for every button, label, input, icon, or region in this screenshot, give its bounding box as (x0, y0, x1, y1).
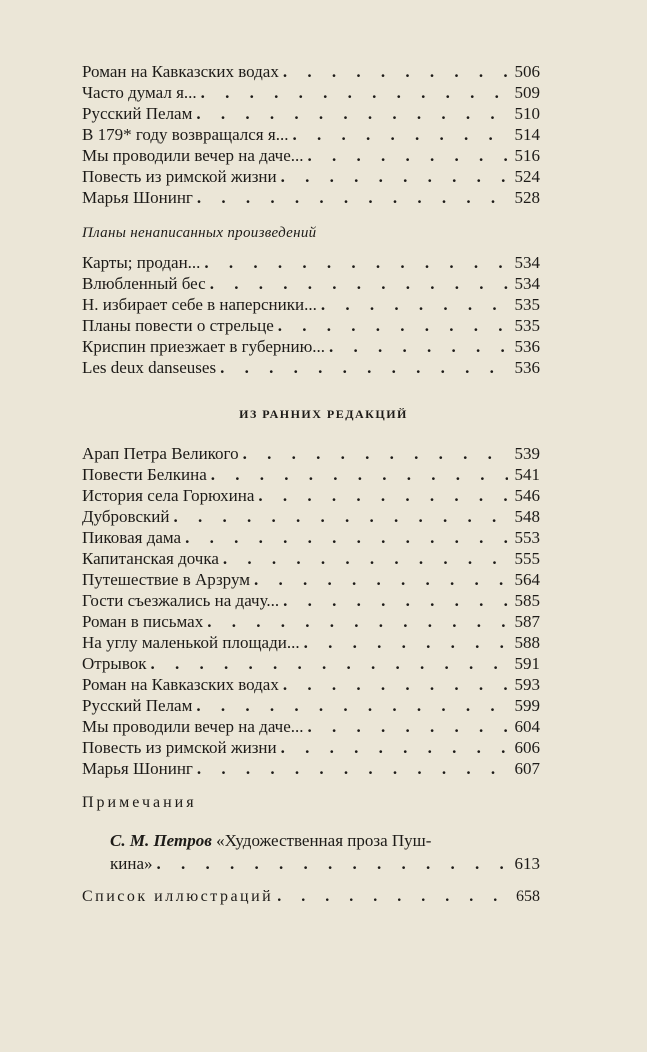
toc-entry-page: 541 (514, 465, 540, 484)
leader-dots (258, 485, 508, 507)
toc-entry (82, 252, 540, 274)
leader-dots (201, 82, 508, 104)
toc-entry-title: Русский Пелам (82, 696, 193, 715)
leader-dots (220, 357, 508, 379)
toc-entry-title: Марья Шонинг (82, 188, 193, 207)
toc-entry-page: 548 (514, 507, 540, 526)
toc-entry-title: Карты; продан... (82, 253, 201, 272)
toc-entry (82, 443, 540, 465)
toc-entry-page: 510 (514, 104, 540, 123)
toc-entry (82, 82, 540, 104)
toc-entry (82, 336, 540, 358)
toc-entry-title: Гости съезжались на дачу... (82, 591, 280, 610)
toc-entry (82, 548, 540, 570)
toc-entry (82, 737, 540, 759)
toc-entry-page: 534 (514, 253, 540, 272)
leader-dots (281, 166, 508, 188)
toc-entry (82, 315, 540, 337)
toc-entry (82, 674, 540, 696)
toc-entry (82, 632, 540, 654)
toc-entry-page: 528 (514, 188, 540, 207)
toc-entry-page: 658 (516, 888, 540, 905)
leader-dots (197, 758, 508, 780)
toc-entry-title: Арап Петра Великого (82, 444, 239, 463)
toc-entry (82, 716, 540, 738)
toc-entry (82, 695, 540, 717)
leader-dots (283, 61, 508, 83)
toc-entry-title: Повесть из римской жизни (82, 738, 277, 757)
toc-entry-title: Роман на Кавказских водах (82, 675, 279, 694)
toc-entry (82, 758, 540, 780)
leader-dots (196, 695, 508, 717)
toc-entry-page: 536 (514, 337, 540, 356)
toc-entry-page: 564 (514, 570, 540, 589)
toc-entry-title: Планы повести о стрельце (82, 316, 274, 335)
toc-entry-page: 539 (514, 444, 540, 463)
toc-entry-page: 588 (514, 633, 540, 652)
leader-dots (173, 506, 508, 528)
toc-entry-page: 506 (514, 62, 540, 81)
toc-entry (82, 611, 540, 633)
toc-entry-title: Часто думал я... (82, 83, 197, 102)
toc-entry (82, 145, 540, 167)
leader-dots (304, 632, 508, 654)
toc-entry-title: Дубровский (82, 507, 170, 526)
leader-dots (321, 294, 508, 316)
toc-entry (82, 187, 540, 209)
toc-entry-title: Путешествие в Арзрум (82, 570, 250, 589)
leader-dots (283, 674, 508, 696)
toc-entry-title: Русский Пелам (82, 104, 193, 123)
toc-entry-title: Роман в письмах (82, 612, 204, 631)
toc-entry (82, 464, 540, 486)
leader-dots (151, 653, 508, 675)
section-heading-plans: Планы ненаписанных произведений (82, 225, 317, 241)
toc-entry-page: 509 (514, 83, 540, 102)
article-entry-line2 (110, 853, 540, 875)
toc-entry-page: 553 (514, 528, 540, 547)
article-page: 613 (514, 854, 540, 873)
toc-entry-title: Криспин приезжает в губернию... (82, 337, 326, 356)
toc-entry-illustrations (82, 886, 540, 908)
toc-entry (82, 103, 540, 125)
leader-dots (308, 716, 508, 738)
toc-entry-title: Les deux danseuses (82, 358, 217, 377)
toc-entry-title: В 179* году возвращался я... (82, 125, 289, 144)
toc-entry-title: Н. избирает себе в наперсники... (82, 295, 317, 314)
leader-dots (283, 590, 508, 612)
toc-entry-page: 604 (514, 717, 540, 736)
toc-entry (82, 273, 540, 295)
leader-dots (223, 548, 508, 570)
article-title-line1: «Художественная проза Пуш- (216, 831, 432, 850)
leader-dots (157, 853, 509, 875)
toc-entry (82, 294, 540, 316)
toc-entry-title: Мы проводили вечер на даче... (82, 717, 304, 736)
toc-entry-title: История села Горюхина (82, 486, 255, 505)
toc-entry-title: Список иллюстраций (82, 888, 274, 905)
leader-dots (197, 187, 508, 209)
toc-entry-page: 606 (514, 738, 540, 757)
toc-entry (82, 569, 540, 591)
toc-entry-page: 593 (514, 675, 540, 694)
leader-dots (254, 569, 508, 591)
toc-entry-title: Влюбленный бес (82, 274, 206, 293)
toc-entry-page: 585 (514, 591, 540, 610)
toc-entry-page: 536 (514, 358, 540, 377)
toc-entry-title: Капитанская дочка (82, 549, 219, 568)
toc-entry-page: 514 (514, 125, 540, 144)
toc-entry-page: 524 (514, 167, 540, 186)
toc-entry-title: Пиковая дама (82, 528, 182, 547)
toc-entry-page: 535 (514, 316, 540, 335)
toc-entry-title: Повести Белкина (82, 465, 207, 484)
leader-dots (207, 611, 508, 633)
leader-dots (185, 527, 508, 549)
toc-entry (82, 590, 540, 612)
toc-entry-page: 555 (514, 549, 540, 568)
toc-entry-title: Марья Шонинг (82, 759, 193, 778)
toc-entry-page: 535 (514, 295, 540, 314)
leader-dots (329, 336, 508, 358)
toc-entry (82, 506, 540, 528)
leader-dots (281, 737, 508, 759)
toc-entry (82, 61, 540, 83)
leader-dots (211, 464, 508, 486)
toc-entry-title: Отрывок (82, 654, 147, 673)
leader-dots (292, 124, 508, 146)
leader-dots (210, 273, 508, 295)
toc-entry-page: 607 (514, 759, 540, 778)
article-author: С. М. Петров (110, 831, 212, 850)
leader-dots (204, 252, 508, 274)
notes-heading: Примечания (82, 794, 197, 811)
toc-entry (82, 124, 540, 146)
toc-entry-page: 516 (514, 146, 540, 165)
article-title-line2: кина» (110, 854, 153, 873)
leader-dots (308, 145, 508, 167)
article-entry-line1 (110, 830, 540, 852)
toc-entry-page: 599 (514, 696, 540, 715)
toc-entry-title: Повесть из римской жизни (82, 167, 277, 186)
toc-entry-title: Мы проводили вечер на даче... (82, 146, 304, 165)
toc-entry (82, 527, 540, 549)
leader-dots (243, 443, 508, 465)
toc-entry-page: 587 (514, 612, 540, 631)
leader-dots (196, 103, 508, 125)
toc-entry-page: 591 (514, 654, 540, 673)
leader-dots (278, 315, 508, 337)
toc-entry-page: 546 (514, 486, 540, 505)
toc-entry (82, 485, 540, 507)
toc-entry (82, 653, 540, 675)
leader-dots (277, 886, 508, 908)
toc-entry (82, 166, 540, 188)
toc-entry-title: На углу маленькой площади... (82, 633, 300, 652)
section-heading-early-editions: ИЗ РАННИХ РЕДАКЦИЙ (239, 407, 408, 421)
toc-entry-page: 534 (514, 274, 540, 293)
toc-entry (82, 357, 540, 379)
toc-entry-title: Роман на Кавказских водах (82, 62, 279, 81)
